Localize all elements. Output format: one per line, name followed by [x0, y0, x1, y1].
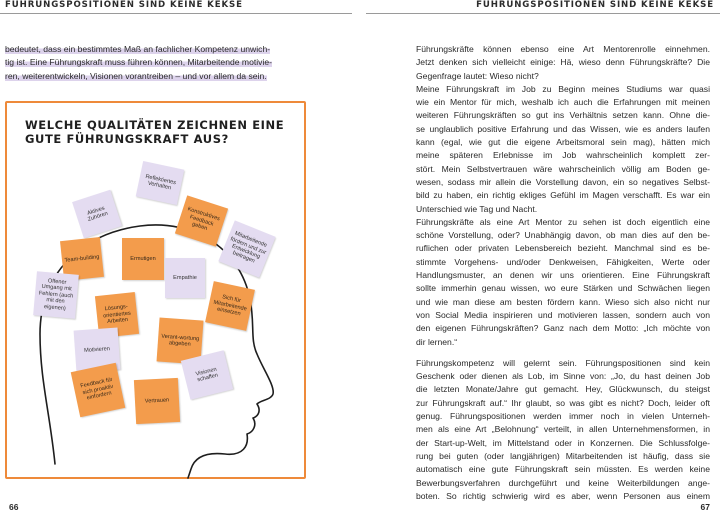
paragraph-gap — [416, 349, 710, 357]
text-line: wie ein Mentor für mich, weshalb ich auch die Erfahrungen mit meinen — [416, 97, 710, 108]
page-number-right: 67 — [700, 502, 710, 512]
note-feedback-einfordern: Feedback für sich proaktiv einfordern — [71, 363, 126, 418]
text-line: stört. Mein Selbstvertrauen wäre wahrscheinlich völlig am Boden ge- — [416, 163, 710, 174]
text-line: wesen, sodass mir allein die Vorstellung davon, ein so negatives Selbst- — [416, 176, 710, 187]
note-empathie: Empathie — [165, 258, 205, 298]
intro-line: ren, weiterentwickeln, Visionen vorantreiben – und vor allem da sein. — [5, 70, 267, 81]
note-motivieren: Motivieren — [74, 328, 121, 373]
header-rule-right — [366, 13, 720, 14]
text-line: meine späteren Erlebnisse im Job wahrscheinlich komplett zer- — [416, 150, 710, 161]
text-line: Handlungsmuster, an denen wir uns orientieren. Eine Führungskraft — [416, 270, 710, 281]
running-head-right: FÜHRUNGSPOSITIONEN SIND KEINE KEKSE — [476, 0, 714, 10]
note-loesungsorientiertes-arbeiten: Lösungs-orientiertes Arbeiten — [95, 292, 139, 338]
text-line: weiteren Führungskräften so gut ins Verhältnis setzen kann. Ohne die- — [416, 110, 710, 121]
text-line: Meine Führungskraft im Job zu Beginn meines Studiums war quasi — [416, 83, 710, 94]
note-visionen-schaffen: Visionen schaffen — [181, 350, 233, 399]
text-line: se unglaublich positive Erfahrung und das Wissen, wie es anders laufen — [416, 123, 710, 134]
text-line: von Social Media inspirieren und motivieren lassen, sondern auch von — [416, 309, 710, 320]
header-rule-left — [0, 13, 352, 14]
page-number-left: 66 — [9, 502, 19, 512]
text-line: bild zu haben, ein richtig ekliges Gefühl im Magen verschafft. Es war ein — [416, 190, 710, 201]
note-konstruktives-feedback: Konstruktives Feedback geben — [175, 195, 228, 246]
text-line: sollte immerhin genau wissen, wo eure Stärken und Schwächen liegen — [416, 283, 710, 294]
text-line: Führungskräfte können ebenso eine Art Mentorenrolle einnehmen. — [416, 44, 710, 54]
intro-paragraph — [5, 43, 308, 83]
text-line: den eigenen Führungskräften? Ganz nach dem Motto: „Ich möchte von — [416, 323, 710, 334]
note-aktives-zuhoeren: Aktives Zuhören — [72, 190, 122, 239]
text-line: die letzten Monate/Jahre gut gemacht. Hey, Glückwunsch, du steigst — [416, 384, 710, 395]
note-vertrauen: Vertrauen — [134, 378, 180, 424]
qualities-illustration-box — [5, 101, 306, 479]
text-line: Gegenfrage lautet: Wieso nicht? — [416, 70, 539, 81]
text-line: Führungskompetenz will gelernt sein. Führungspositionen sind kein — [416, 357, 710, 368]
right-page-text — [416, 43, 710, 503]
text-line: zur Führungskraft auf.“ Ihr glaubt, so was gibt es nicht? Doch, leider oft — [416, 397, 710, 408]
note-reflektiertes-verhalten: Reflektiertes Verhalten — [136, 161, 185, 205]
note-verantwortung-abgeben: Verant-wortung abgeben — [157, 318, 204, 365]
intro-line: tig ist. Eine Führungskraft muss führen können, Mitarbeitende motivie- — [5, 57, 273, 68]
text-line: Bewerbungsverfahren durchgeführt und keine Weiterbildungen ange- — [416, 477, 710, 488]
text-line: kann (egal, wie gut die eigene Arbeitsmoral sein mag), hätten mich — [416, 137, 710, 148]
text-line: dir lernen.“ — [416, 336, 458, 347]
text-line: rung bei guten (oder langjährigen) Mitarbeitenden ist häufig, dass sie — [416, 450, 710, 461]
text-line: boten. So richtig schwierig wird es aber, wenn Personen aus einem — [416, 490, 710, 501]
text-line: Unterschied wie Tag und Nacht. — [416, 203, 538, 214]
text-line: und wie man diese am besten fördern kann. Wieso sich also nicht nur — [416, 296, 710, 307]
intro-line: bedeutet, dass ein bestimmtes Maß an fachlicher Kompetenz unwich- — [5, 44, 271, 54]
text-line: schöne Vorstellung, oder? Unabhängig davon, ob man dies auf den be- — [416, 230, 710, 241]
note-teambuilding: Team-building — [60, 237, 104, 281]
text-line: genug. Führungspositionen werden immer noch in vielen Unterneh- — [416, 411, 710, 422]
note-sich-einsetzen: Sich für Mitarbeitende einsetzen — [205, 281, 255, 331]
running-head-left: FÜHRUNGSPOSITIONEN SIND KEINE KEKSE — [5, 0, 243, 10]
text-line: der Start-up-Welt, im Mittelstand oder in Konzernen. Die Schlussfolge- — [416, 437, 710, 448]
note-mitarbeitende-foerdern: Mitarbeitende fördern und zur Entwicklung beitragen — [218, 220, 275, 277]
box-title-line: WELCHE QUALITÄTEN ZEICHNEN EINE — [25, 118, 285, 132]
text-line: ruflichen oder privaten Lebensbereich bezieht. Manchmal sind es be- — [416, 243, 710, 254]
note-ermutigen: Ermutigen — [122, 238, 164, 280]
box-title — [25, 119, 295, 146]
text-line: Führungskräfte als eine Art Mentor zu sehen ist doch eigentlich eine — [416, 216, 710, 227]
box-title-line: GUTE FÜHRUNGSKRAFT AUS? — [25, 131, 229, 146]
text-line: Jetzt denken sich vielleicht einige: Hä, wieso denn Führungskräfte? Die — [416, 57, 710, 68]
note-offener-umgang: Offener Umgang mit Fehlern (auch mit den eigenen) — [33, 271, 79, 318]
text-line: Geschenk oder dienen als Lob, im Sinne von: „Jo, du hast deinen Job — [416, 371, 710, 382]
text-line: stimmte Vorgehens- und/oder Denkweisen, Fähigkeiten, Werte oder — [416, 256, 710, 267]
text-line: men als eine Art „Belohnung“ verteilt, in allen Unternehmensformen, in — [416, 424, 710, 435]
text-line: automatisch eine gute Führungskraft sein müssten. Es werden keine — [416, 464, 710, 475]
